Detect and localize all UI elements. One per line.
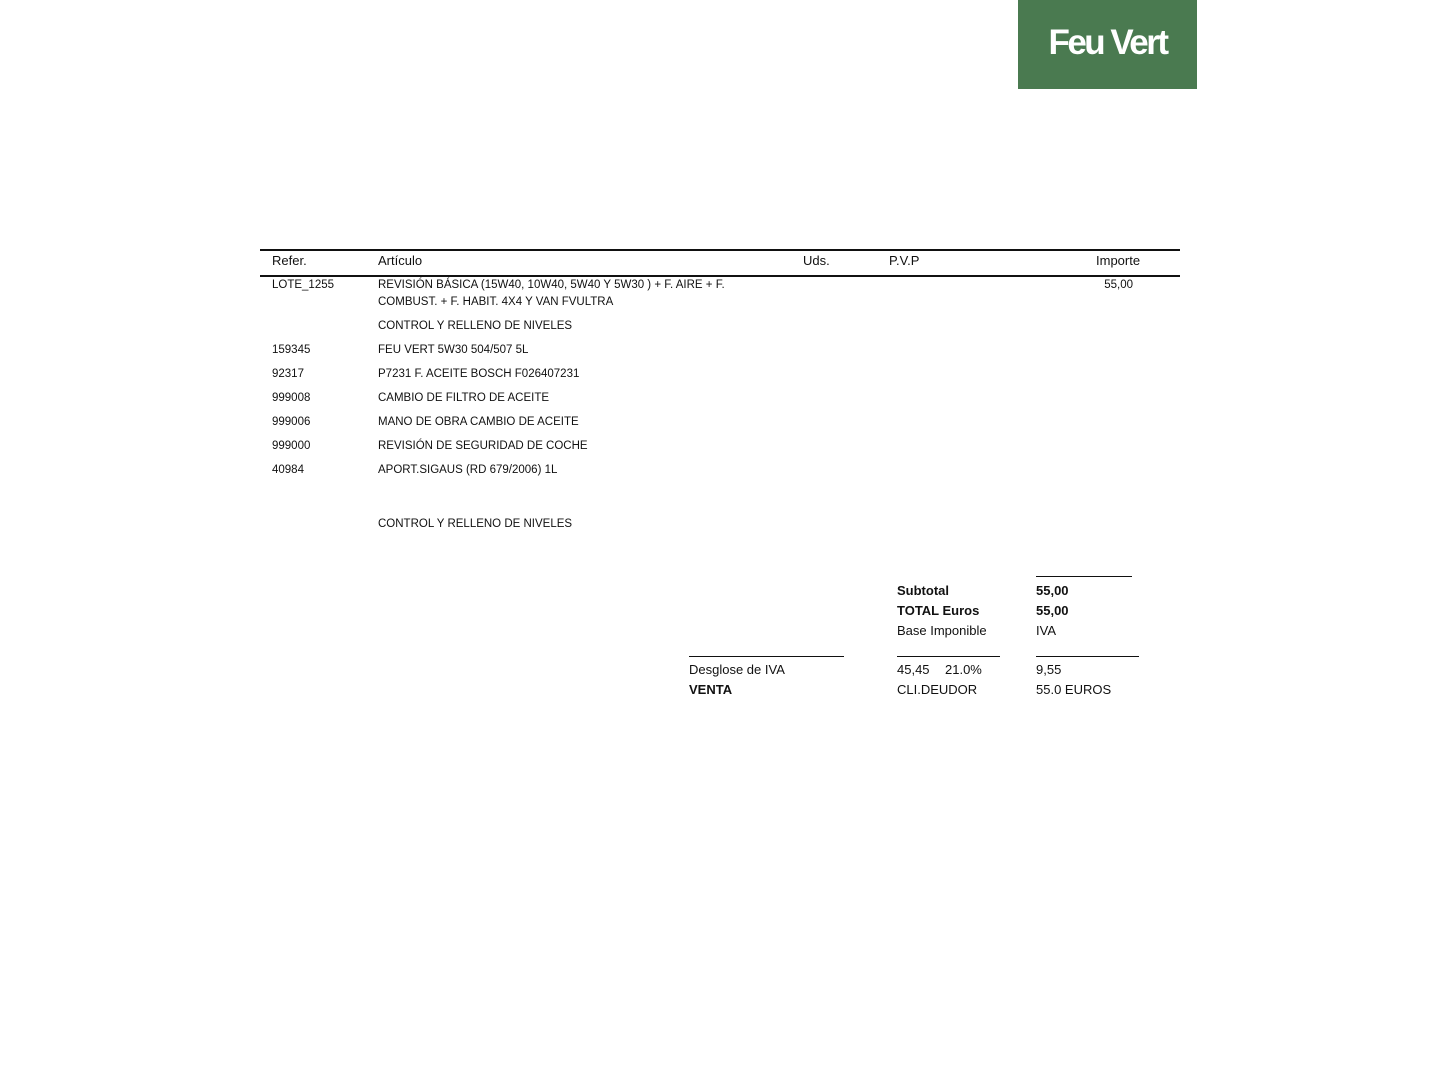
row-article: REVISIÓN BÁSICA (15W40, 10W40, 5W40 Y 5W30 ) + F. AIRE + F. xyxy=(378,279,725,291)
row-article: CONTROL Y RELLENO DE NIVELES xyxy=(378,320,573,332)
logo-text: Feu Vert xyxy=(1048,22,1167,62)
desglose-iva-label: Desglose de IVA xyxy=(689,662,785,677)
table-row xyxy=(0,414,1440,432)
row-article: CAMBIO DE FILTRO DE ACEITE xyxy=(378,392,550,404)
row-article: MANO DE OBRA CAMBIO DE ACEITE xyxy=(378,416,579,428)
row-ref: 159345 xyxy=(272,344,311,356)
table-row xyxy=(0,516,1440,534)
header-units: Uds. xyxy=(803,253,830,268)
venta-label: VENTA xyxy=(689,682,733,697)
total-label: TOTAL Euros xyxy=(897,603,980,618)
iva-rate: 21.0% xyxy=(945,662,982,677)
header-ref: Refer. xyxy=(272,253,307,268)
row-ref: 999000 xyxy=(272,440,311,452)
table-row xyxy=(0,462,1440,480)
header-article: Artículo xyxy=(378,253,423,268)
subtotal-value: 55,00 xyxy=(1036,583,1069,598)
table-row xyxy=(0,438,1440,456)
base-rule xyxy=(897,656,1000,657)
total-value: 55,00 xyxy=(1036,603,1069,618)
header-price: P.V.P xyxy=(889,253,920,268)
base-imponible-label: Base Imponible xyxy=(897,623,987,638)
row-article: REVISIÓN DE SEGURIDAD DE COCHE xyxy=(378,440,588,452)
subtotal-rule xyxy=(1036,576,1132,577)
euros-value: 55.0 EUROS xyxy=(1036,682,1112,697)
row-ref: LOTE_1255 xyxy=(272,279,335,291)
iva-value: 9,55 xyxy=(1036,662,1062,677)
header-amount: Importe xyxy=(1096,253,1141,268)
row-article: P7231 F. ACEITE BOSCH F026407231 xyxy=(378,368,580,380)
row-ref: 999006 xyxy=(272,416,311,428)
subtotal-label: Subtotal xyxy=(897,583,949,598)
feu-vert-logo xyxy=(1018,0,1197,89)
table-row xyxy=(0,318,1440,336)
row-ref: 999008 xyxy=(272,392,311,404)
header-top-rule xyxy=(260,249,1180,251)
row-article: APORT.SIGAUS (RD 679/2006) 1L xyxy=(378,464,558,476)
row-article: COMBUST. + F. HABIT. 4X4 Y VAN FVULTRA xyxy=(378,296,614,308)
table-row xyxy=(0,342,1440,360)
table-row xyxy=(0,390,1440,408)
row-ref: 92317 xyxy=(272,368,304,380)
iva-rule xyxy=(1036,656,1139,657)
table-row xyxy=(0,294,1440,312)
iva-label: IVA xyxy=(1036,623,1056,638)
cli-deudor-label: CLI.DEUDOR xyxy=(897,682,978,697)
desglose-rule xyxy=(689,656,844,657)
row-amount: 55,00 xyxy=(1104,279,1133,291)
base-value: 45,45 xyxy=(897,662,930,677)
row-article: CONTROL Y RELLENO DE NIVELES xyxy=(378,518,573,530)
row-ref: 40984 xyxy=(272,464,304,476)
table-row xyxy=(0,277,1440,295)
table-row xyxy=(0,366,1440,384)
row-article: FEU VERT 5W30 504/507 5L xyxy=(378,344,529,356)
